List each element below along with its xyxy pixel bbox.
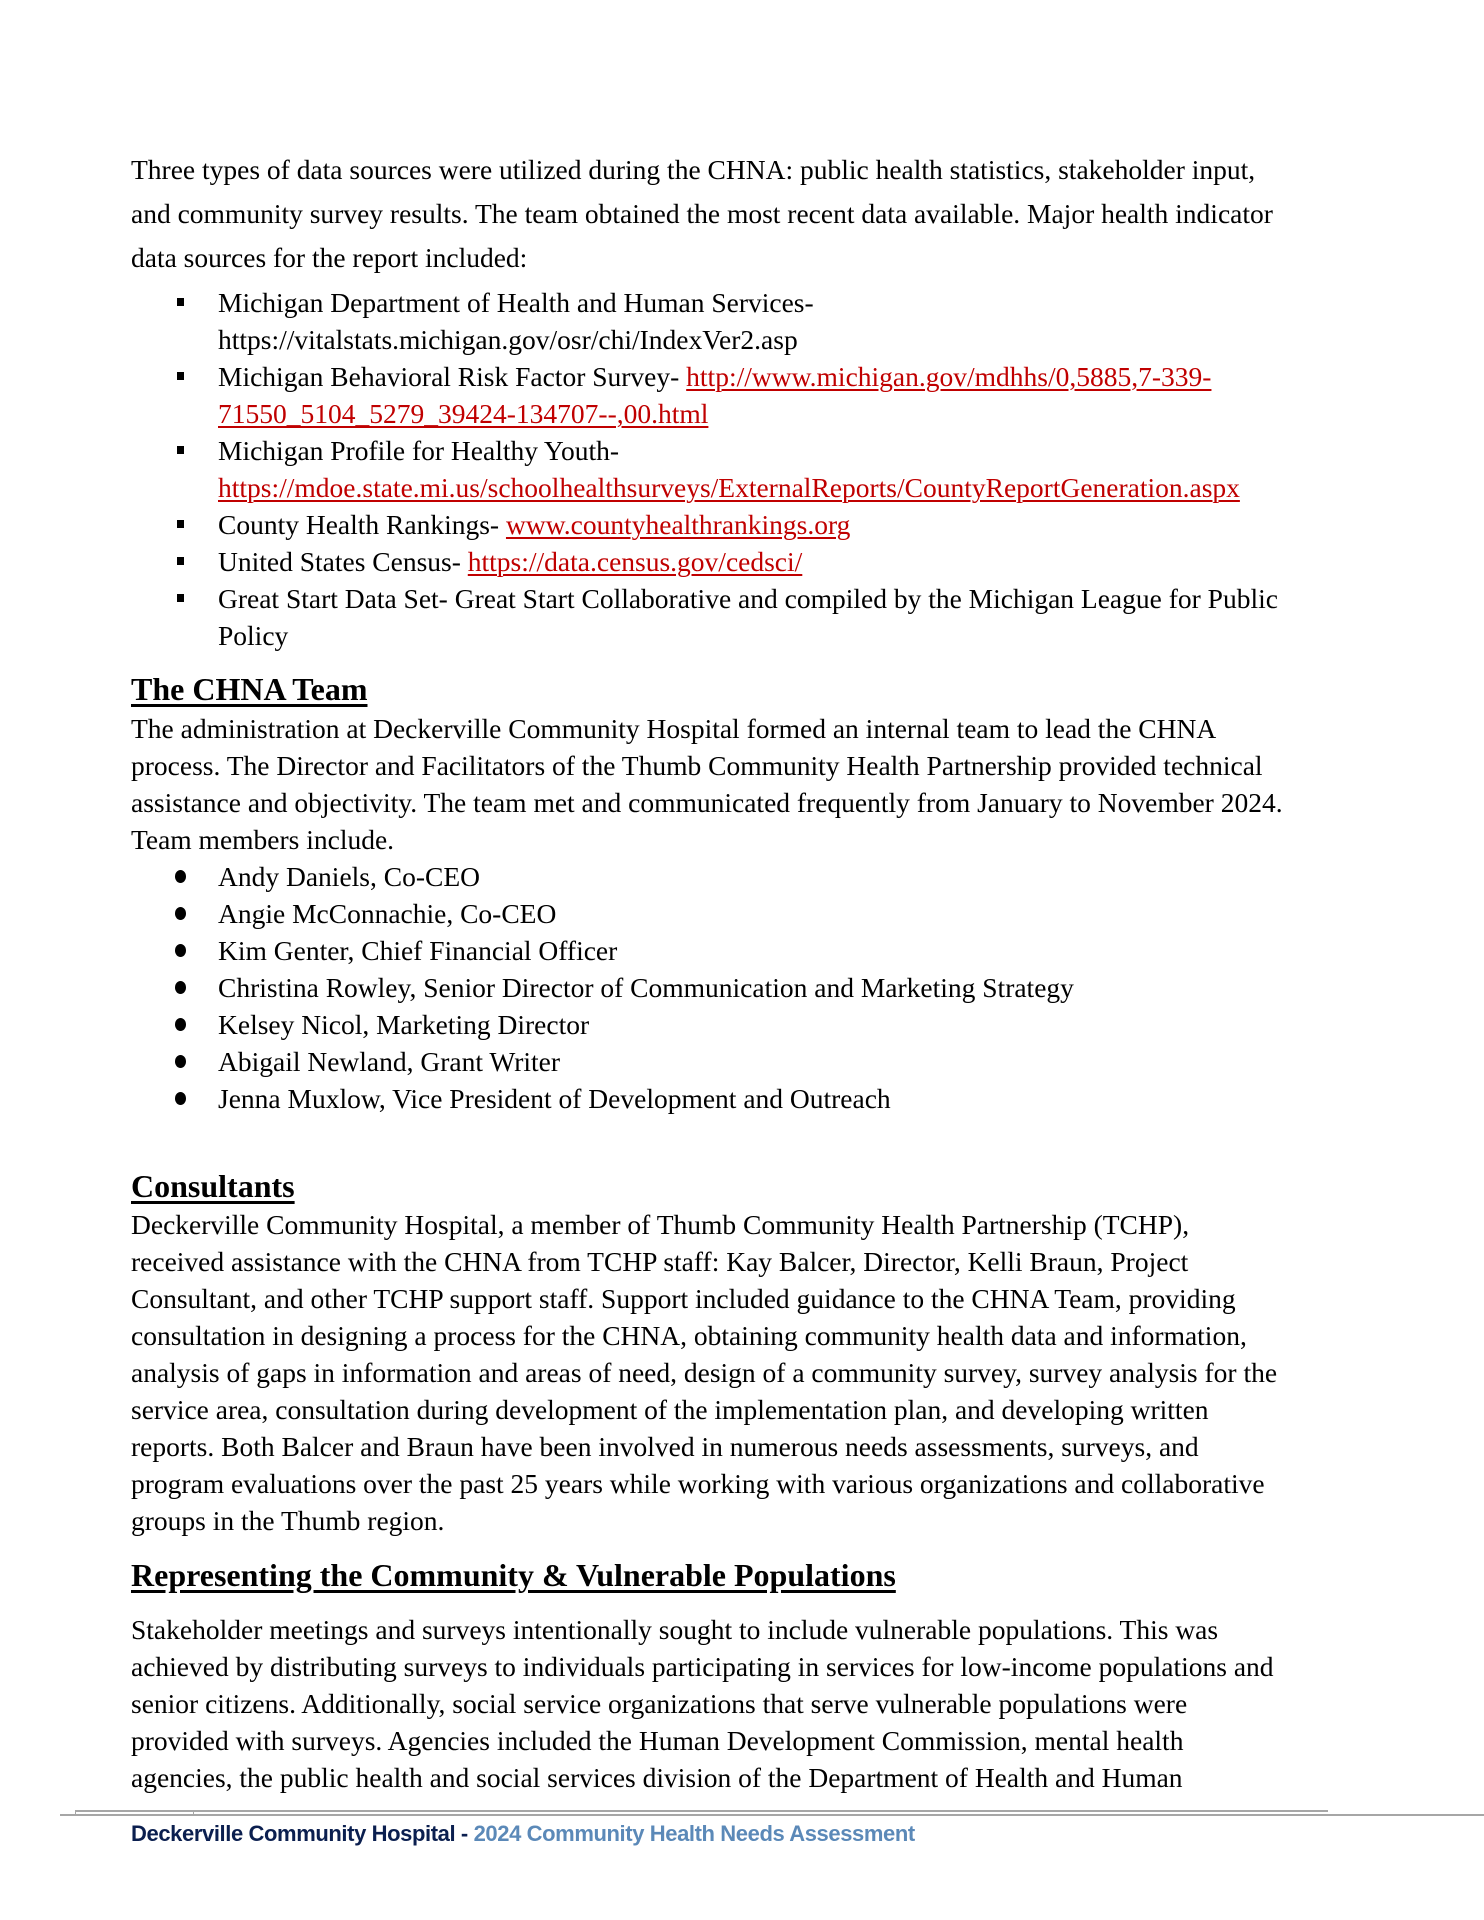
data-source-item <box>218 511 850 539</box>
bullet-icon <box>175 1092 186 1105</box>
square-bullet-icon <box>177 298 184 306</box>
body-line: Stakeholder meetings and surveys intentionally sought to include vulnerable populations. This was <box>131 1614 1219 1645</box>
body-line: consultation in designing a process for the CHNA, obtaining community health data and information, <box>131 1320 1247 1351</box>
body-line: Consultant, and other TCHP support staff. Support included guidance to the CHNA Team, providing <box>131 1283 1236 1314</box>
data-source-url-text: https://vitalstats.michigan.gov/osr/chi/IndexVer2.asp <box>218 324 798 355</box>
footer-report-title: 2024 Community Health Needs Assessment <box>473 1821 915 1846</box>
square-bullet-icon <box>177 557 184 565</box>
body-line: provided with surveys. Agencies included the Human Development Commission, mental health <box>131 1725 1184 1756</box>
intro-line: data sources for the report included: <box>131 242 528 273</box>
data-source-link[interactable]: http://www.michigan.gov/mdhhs/0,5885,7-339- <box>686 361 1212 392</box>
footer-separator: - <box>455 1821 474 1846</box>
body-line: analysis of gaps in information and areas of need, design of a community survey, survey analysis for the <box>131 1357 1278 1388</box>
bullet-icon <box>175 1018 186 1031</box>
body-line: The administration at Deckerville Community Hospital formed an internal team to lead the CHNA <box>131 713 1217 744</box>
data-source-item <box>218 363 1211 391</box>
body-line: achieved by distributing surveys to individuals participating in services for low-income populations and <box>131 1651 1274 1682</box>
body-line: reports. Both Balcer and Braun have been involved in numerous needs assessments, surveys, and <box>131 1431 1199 1462</box>
data-source-label: Michigan Department of Health and Human Services- <box>218 287 814 318</box>
data-source-link[interactable]: https://mdoe.state.mi.us/schoolhealthsurveys/ExternalReports/CountyReportGeneration.aspx <box>218 472 1240 503</box>
team-member: Kim Genter, Chief Financial Officer <box>218 935 618 966</box>
team-member: Jenna Muxlow, Vice President of Development and Outreach <box>218 1083 891 1114</box>
square-bullet-icon <box>177 520 184 528</box>
bullet-icon <box>175 870 186 883</box>
body-line: assistance and objectivity. The team met and communicated frequently from January to November 2024. <box>131 787 1283 818</box>
section-heading: Representing the Community & Vulnerable Populations <box>131 1557 896 1593</box>
team-member: Kelsey Nicol, Marketing Director <box>218 1009 590 1040</box>
square-bullet-icon <box>177 594 184 602</box>
footer-divider <box>75 1810 1328 1812</box>
team-member: Christina Rowley, Senior Director of Communication and Marketing Strategy <box>218 972 1074 1003</box>
bullet-icon <box>175 907 186 920</box>
body-line: Team members include. <box>131 824 395 855</box>
section-heading: The CHNA Team <box>131 671 368 707</box>
footer-organization: Deckerville Community Hospital <box>131 1821 456 1846</box>
footer-text <box>131 1821 915 1847</box>
bullet-icon <box>175 944 186 957</box>
team-member: Abigail Newland, Grant Writer <box>218 1046 561 1077</box>
data-source-label: Michigan Behavioral Risk Factor Survey- <box>218 361 687 392</box>
section-heading: Consultants <box>131 1168 295 1204</box>
team-member: Andy Daniels, Co-CEO <box>218 861 480 892</box>
body-line: program evaluations over the past 25 years while working with various organizations and collaborative <box>131 1468 1265 1499</box>
data-source-link[interactable]: https://data.census.gov/cedsci/ <box>467 546 803 577</box>
data-source-label: Michigan Profile for Healthy Youth- <box>218 435 619 466</box>
intro-line: and community survey results. The team obtained the most recent data available. Major health indicator <box>131 198 1273 229</box>
body-line: senior citizens. Additionally, social service organizations that serve vulnerable populations were <box>131 1688 1188 1719</box>
body-line: service area, consultation during development of the implementation plan, and developing written <box>131 1394 1209 1425</box>
body-line: groups in the Thumb region. <box>131 1505 445 1536</box>
data-source-label-cont: Policy <box>218 620 289 651</box>
bullet-icon <box>175 1055 186 1068</box>
data-source-link-continued[interactable]: 71550_5104_5279_39424-134707--,00.html <box>218 398 709 429</box>
intro-line: Three types of data sources were utilized during the CHNA: public health statistics, stakeholder input, <box>131 154 1256 185</box>
data-source-item-cont <box>218 400 708 428</box>
data-source-link[interactable]: www.countyhealthrankings.org <box>505 509 851 540</box>
body-line: agencies, the public health and social services division of the Department of Health and Human <box>131 1762 1183 1793</box>
body-line: Deckerville Community Hospital, a member of Thumb Community Health Partnership (TCHP), <box>131 1209 1190 1240</box>
data-source-item-cont <box>218 474 1240 502</box>
data-source-label: Great Start Data Set- Great Start Collaborative and compiled by the Michigan League for Public <box>218 583 1278 614</box>
team-member: Angie McConnachie, Co-CEO <box>218 898 557 929</box>
square-bullet-icon <box>177 372 184 380</box>
body-line: received assistance with the CHNA from TCHP staff: Kay Balcer, Director, Kelli Braun, Project <box>131 1246 1189 1277</box>
bullet-icon <box>175 981 186 994</box>
footer-divider <box>60 1814 1484 1816</box>
square-bullet-icon <box>177 446 184 454</box>
body-line: process. The Director and Facilitators of the Thumb Community Health Partnership provided technical <box>131 750 1263 781</box>
data-source-item <box>218 548 802 576</box>
data-source-label: County Health Rankings- <box>218 509 506 540</box>
data-source-label: United States Census- <box>218 546 468 577</box>
